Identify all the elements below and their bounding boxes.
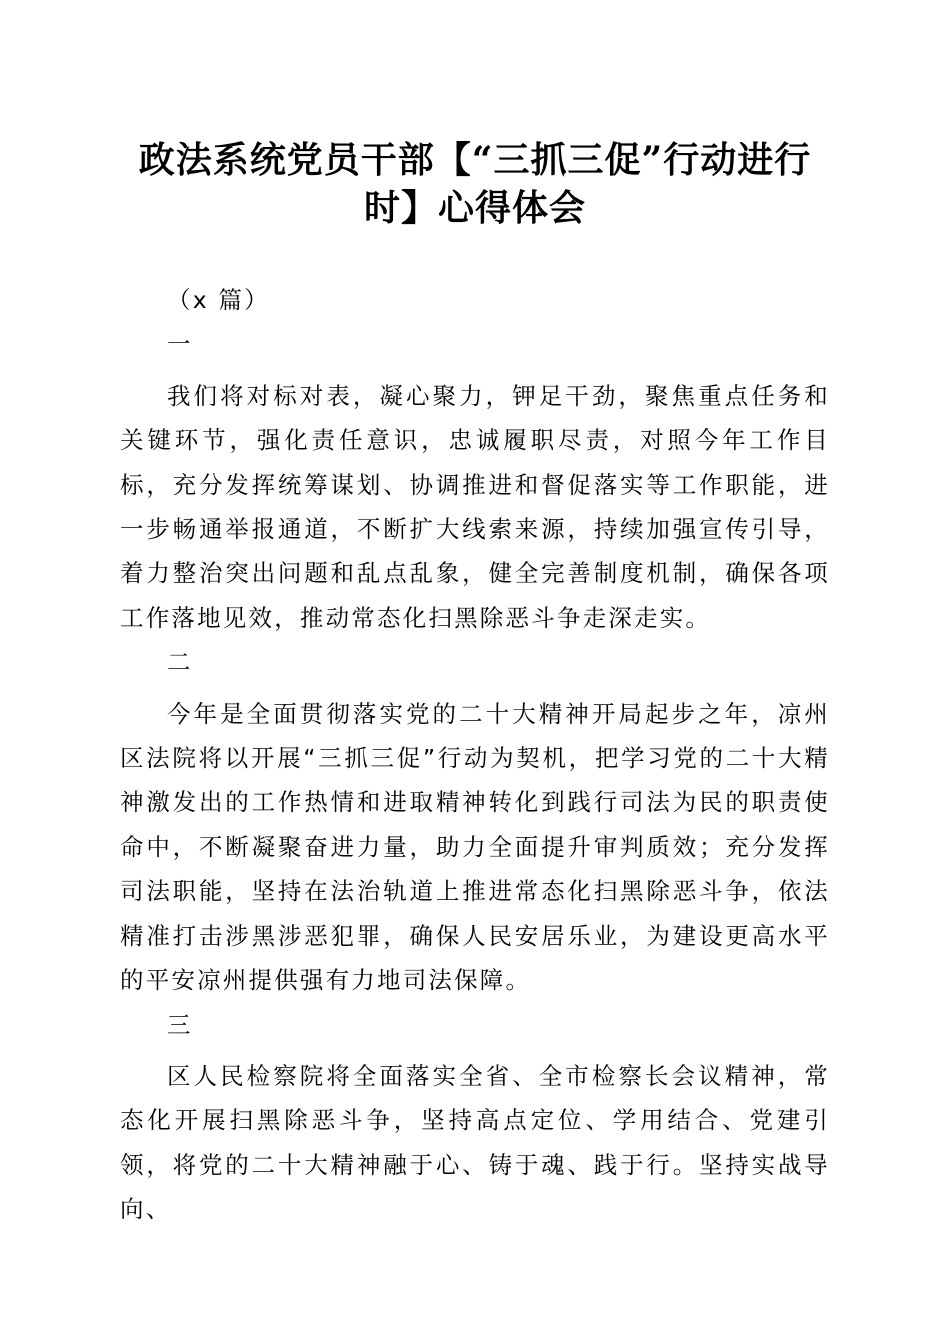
section-paragraph-1: 我们将对标对表，凝心聚力，钾足干劲，聚焦重点任务和关键环节，强化责任意识，忠诚履职尽责，对照今年工作目标，充分发挥统筹谋划、协调推进和督促落实等工作职能，进一步畅通举报通道，不断扩大线索来源，持续加强宣传引导，着力整治突出问题和乱点乱象，健全完善制度机制，确保各项工作落地见效，推动常态化扫黑除恶斗争走深走实。 [120,381,830,632]
section-heading-3: 三 [167,1010,193,1039]
title-line-2: 时】心得体会 [363,187,586,229]
section-heading-1: 一 [167,330,193,359]
section-heading-2: 二 [167,648,193,677]
document-body [120,278,830,1232]
count-label: （x 篇） [167,286,270,314]
section-paragraph-2: 今年是全面贯彻落实党的二十大精神开局起步之年，凉州区法院将以开展“三抓三促”行动为契机，把学习党的二十大精神激发出的工作热情和进取精神转化到践行司法为民的职责使命中，不断凝聚奋进力量，助力全面提升审判质效；充分发挥司法职能，坚持在法治轨道上推进常态化扫黑除恶斗争，依法精准打击涉黑涉恶犯罪，确保人民安居乐业，为建设更高水平的平安凉州提供强有力地司法保障。 [120,699,830,995]
title-line-1: 政法系统党员干部【“三抓三促”行动进行 [138,139,812,181]
page-title [110,136,840,232]
section-paragraph-3: 区人民检察院将全面落实全省、全市检察长会议精神，常态化开展扫黑除恶斗争，坚持高点定位、学用结合、党建引领，将党的二十大精神融于心、铸于魂、践于行。坚持实战导向、 [120,1061,830,1224]
